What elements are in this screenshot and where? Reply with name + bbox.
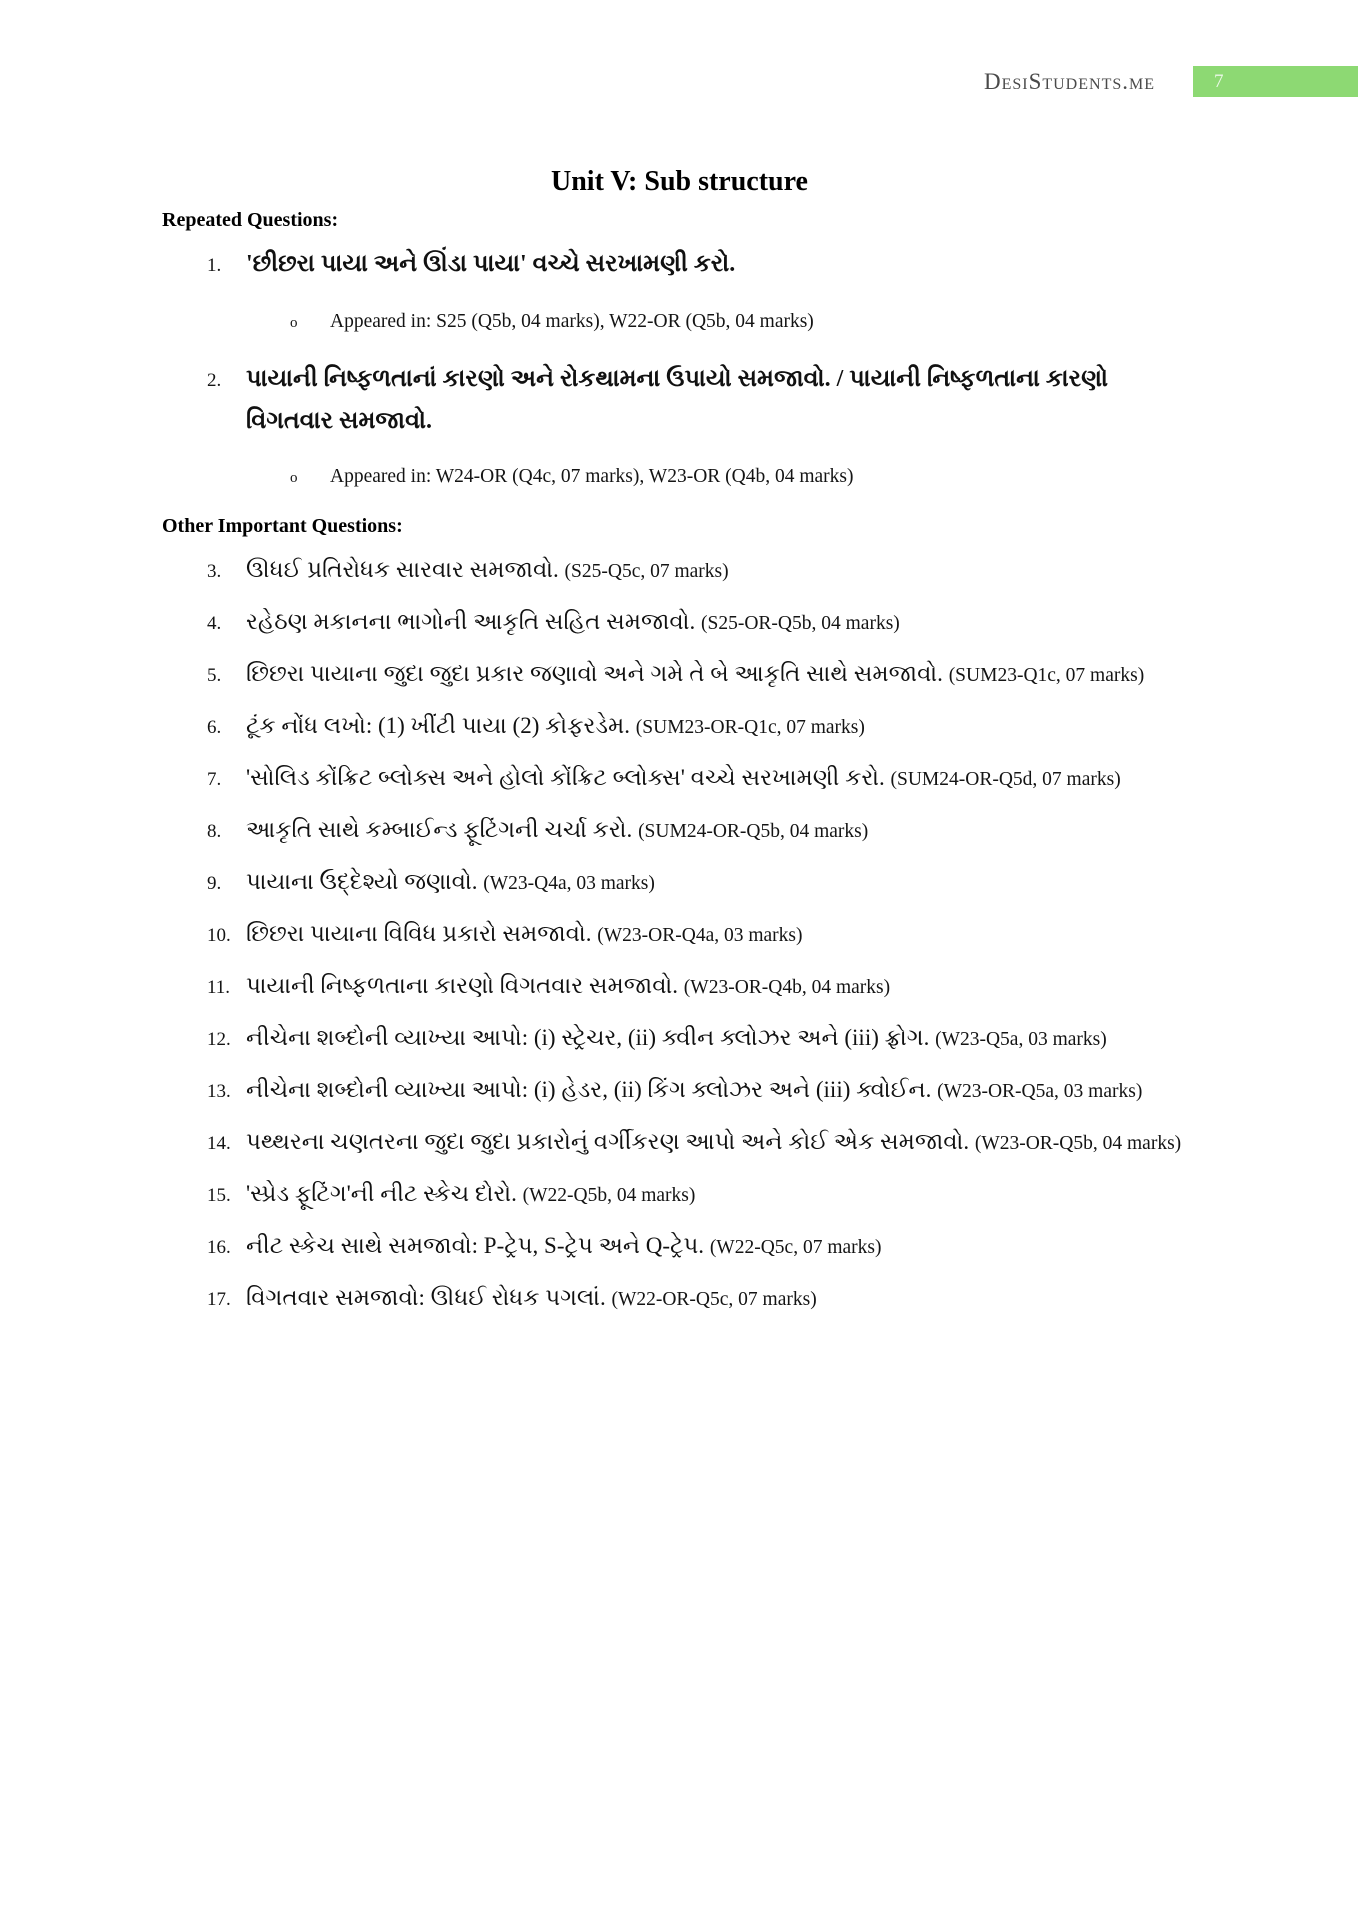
question-citation: (W22-Q5b, 04 marks): [522, 1185, 696, 1206]
appeared-in-text: Appeared in: S25 (Q5b, 04 marks), W22-OR (Q5b, 04 marks): [330, 311, 814, 332]
question-text: 'છીછરા પાયા અને ઊંડા પાયા' વચ્ચે સરખામણી કરો.: [246, 251, 736, 277]
question-text: રહેઠણ મકાનના ભાગોની આકૃતિ સહિત સમજાવો.: [246, 609, 696, 634]
question-item-7: [162, 757, 1197, 801]
content-column: [162, 165, 1197, 1329]
question-text: નીચેના શબ્દોની વ્યાખ્યા આપો: (i) સ્ટ્રેચર, (ii) ક્વીન ક્લોઝર અને (iii) ફ્રોગ.: [246, 1025, 930, 1050]
question-item-3: [162, 549, 1197, 593]
page-header: [984, 66, 1358, 97]
appeared-in-line-1: [162, 307, 1197, 338]
question-item-11: [162, 965, 1197, 1009]
question-citation: (SUM24-OR-Q5b, 04 marks): [638, 821, 869, 842]
section-heading-repeated-questions: Repeated Questions:: [162, 209, 339, 231]
question-item-5: [162, 653, 1197, 697]
question-item-4: [162, 601, 1197, 645]
question-number: 5.: [207, 665, 222, 686]
section-heading-other-important-questions: Other Important Questions:: [162, 515, 403, 537]
question-citation: (W23-Q4a, 03 marks): [483, 873, 655, 894]
question-citation: (W23-OR-Q4b, 04 marks): [683, 977, 891, 998]
question-number: 10.: [207, 925, 231, 946]
question-text: 'સ્પ્રેડ ફૂટિંગ'ની નીટ સ્કેચ દોરો.: [246, 1181, 517, 1206]
question-item-9: [162, 861, 1197, 905]
appeared-in-line-2: [162, 462, 1197, 493]
question-item-12: [162, 1017, 1197, 1061]
question-text: 'સોલિડ કોંક્રિટ બ્લોક્સ અને હોલો કોંક્રિટ બ્લોક્સ' વચ્ચે સરખામણી કરો.: [246, 765, 885, 790]
question-number: 14.: [207, 1133, 231, 1154]
question-citation: (SUM24-OR-Q5d, 07 marks): [890, 769, 1121, 790]
question-number: 4.: [207, 613, 222, 634]
question-citation: (W22-Q5c, 07 marks): [709, 1237, 882, 1258]
question-number: 13.: [207, 1081, 231, 1102]
question-text: ટૂંક નોંધ લખો: (1) ખીંટી પાયા (2) કોફરડેમ.: [246, 713, 631, 738]
question-text: ઊધઈ પ્રતિરોધક સારવાર સમજાવો.: [246, 557, 559, 582]
question-item-1: [162, 243, 1197, 287]
page-number: 7: [1214, 70, 1224, 92]
site-name: DesiStudents.me: [983, 69, 1155, 94]
question-number: 11.: [207, 977, 231, 998]
bullet-marker-icon: o: [290, 470, 298, 486]
question-citation: (S25-Q5c, 07 marks): [564, 561, 729, 582]
question-text: છિછરા પાયાના વિવિધ પ્રકારો સમજાવો.: [246, 921, 592, 946]
question-item-17: [162, 1277, 1197, 1321]
question-text: નીટ સ્કેચ સાથે સમજાવો: P-ટ્રેપ, S-ટ્રેપ અને Q-ટ્રેપ.: [246, 1233, 705, 1258]
question-number: 6.: [207, 717, 222, 738]
question-item-8: [162, 809, 1197, 853]
question-citation: (SUM23-Q1c, 07 marks): [948, 665, 1145, 686]
question-text: છિછરા પાયાના જુદા જુદા પ્રકાર જણાવો અને ગમે તે બે આકૃતિ સાથે સમજાવો.: [246, 661, 943, 686]
question-citation: (SUM23-OR-Q1c, 07 marks): [635, 717, 865, 738]
question-number: 17.: [207, 1289, 231, 1310]
question-item-13: [162, 1069, 1197, 1113]
repeated-questions-list: [162, 243, 1197, 493]
question-number: 15.: [207, 1185, 231, 1206]
question-text: વિગતવાર સમજાવો: ઊધઈ રોધક પગલાં.: [246, 1285, 606, 1310]
question-citation: (W23-OR-Q4a, 03 marks): [597, 925, 803, 946]
question-item-16: [162, 1225, 1197, 1269]
unit-title: Unit V: Sub structure: [551, 166, 808, 197]
question-citation: (W23-Q5a, 03 marks): [935, 1029, 1107, 1050]
question-item-2: [162, 358, 1197, 442]
page-number-box: [1193, 66, 1358, 97]
question-citation: (W23-OR-Q5b, 04 marks): [974, 1133, 1182, 1154]
question-number: 1.: [207, 255, 222, 276]
question-text: આકૃતિ સાથે કમ્બાઈન્ડ ફૂટિંગની ચર્ચા કરો.: [246, 817, 633, 842]
question-number: 16.: [207, 1237, 231, 1258]
question-number: 8.: [207, 821, 222, 842]
question-item-14: [162, 1121, 1197, 1165]
question-item-15: [162, 1173, 1197, 1217]
question-citation: (W22-OR-Q5c, 07 marks): [611, 1289, 817, 1310]
question-item-10: [162, 913, 1197, 957]
question-text: પાયાની નિષ્ફળતાના કારણો વિગતવાર સમજાવો.: [246, 973, 679, 998]
appeared-in-text: Appeared in: W24-OR (Q4c, 07 marks), W23-OR (Q4b, 04 marks): [330, 466, 854, 487]
question-text: પાયાના ઉદ્દેશ્યો જણાવો.: [246, 869, 478, 894]
question-citation: (S25-OR-Q5b, 04 marks): [701, 613, 900, 634]
question-text: પાયાની નિષ્ફળતાનાં કારણો અને રોકથામના ઉપાયો સમજાવો. / પાયાની નિષ્ફળતાના કારણો વિગતવાર સમજાવો.: [246, 366, 1109, 434]
question-text: પથ્થરના ચણતરના જુદા જુદા પ્રકારોનું વર્ગીકરણ આપો અને કોઈ એક સમજાવો.: [246, 1129, 970, 1154]
question-text: નીચેના શબ્દોની વ્યાખ્યા આપો: (i) હેડર, (ii) કિંગ ક્લોઝર અને (iii) ક્વોઈન.: [246, 1077, 932, 1102]
question-number: 9.: [207, 873, 222, 894]
other-questions-list: [162, 549, 1197, 1321]
question-number: 3.: [207, 561, 222, 582]
question-citation: (W23-OR-Q5a, 03 marks): [937, 1081, 1143, 1102]
question-item-6: [162, 705, 1197, 749]
question-number: 12.: [207, 1029, 231, 1050]
question-number: 2.: [207, 370, 222, 391]
bullet-marker-icon: o: [290, 315, 298, 331]
question-number: 7.: [207, 769, 222, 790]
